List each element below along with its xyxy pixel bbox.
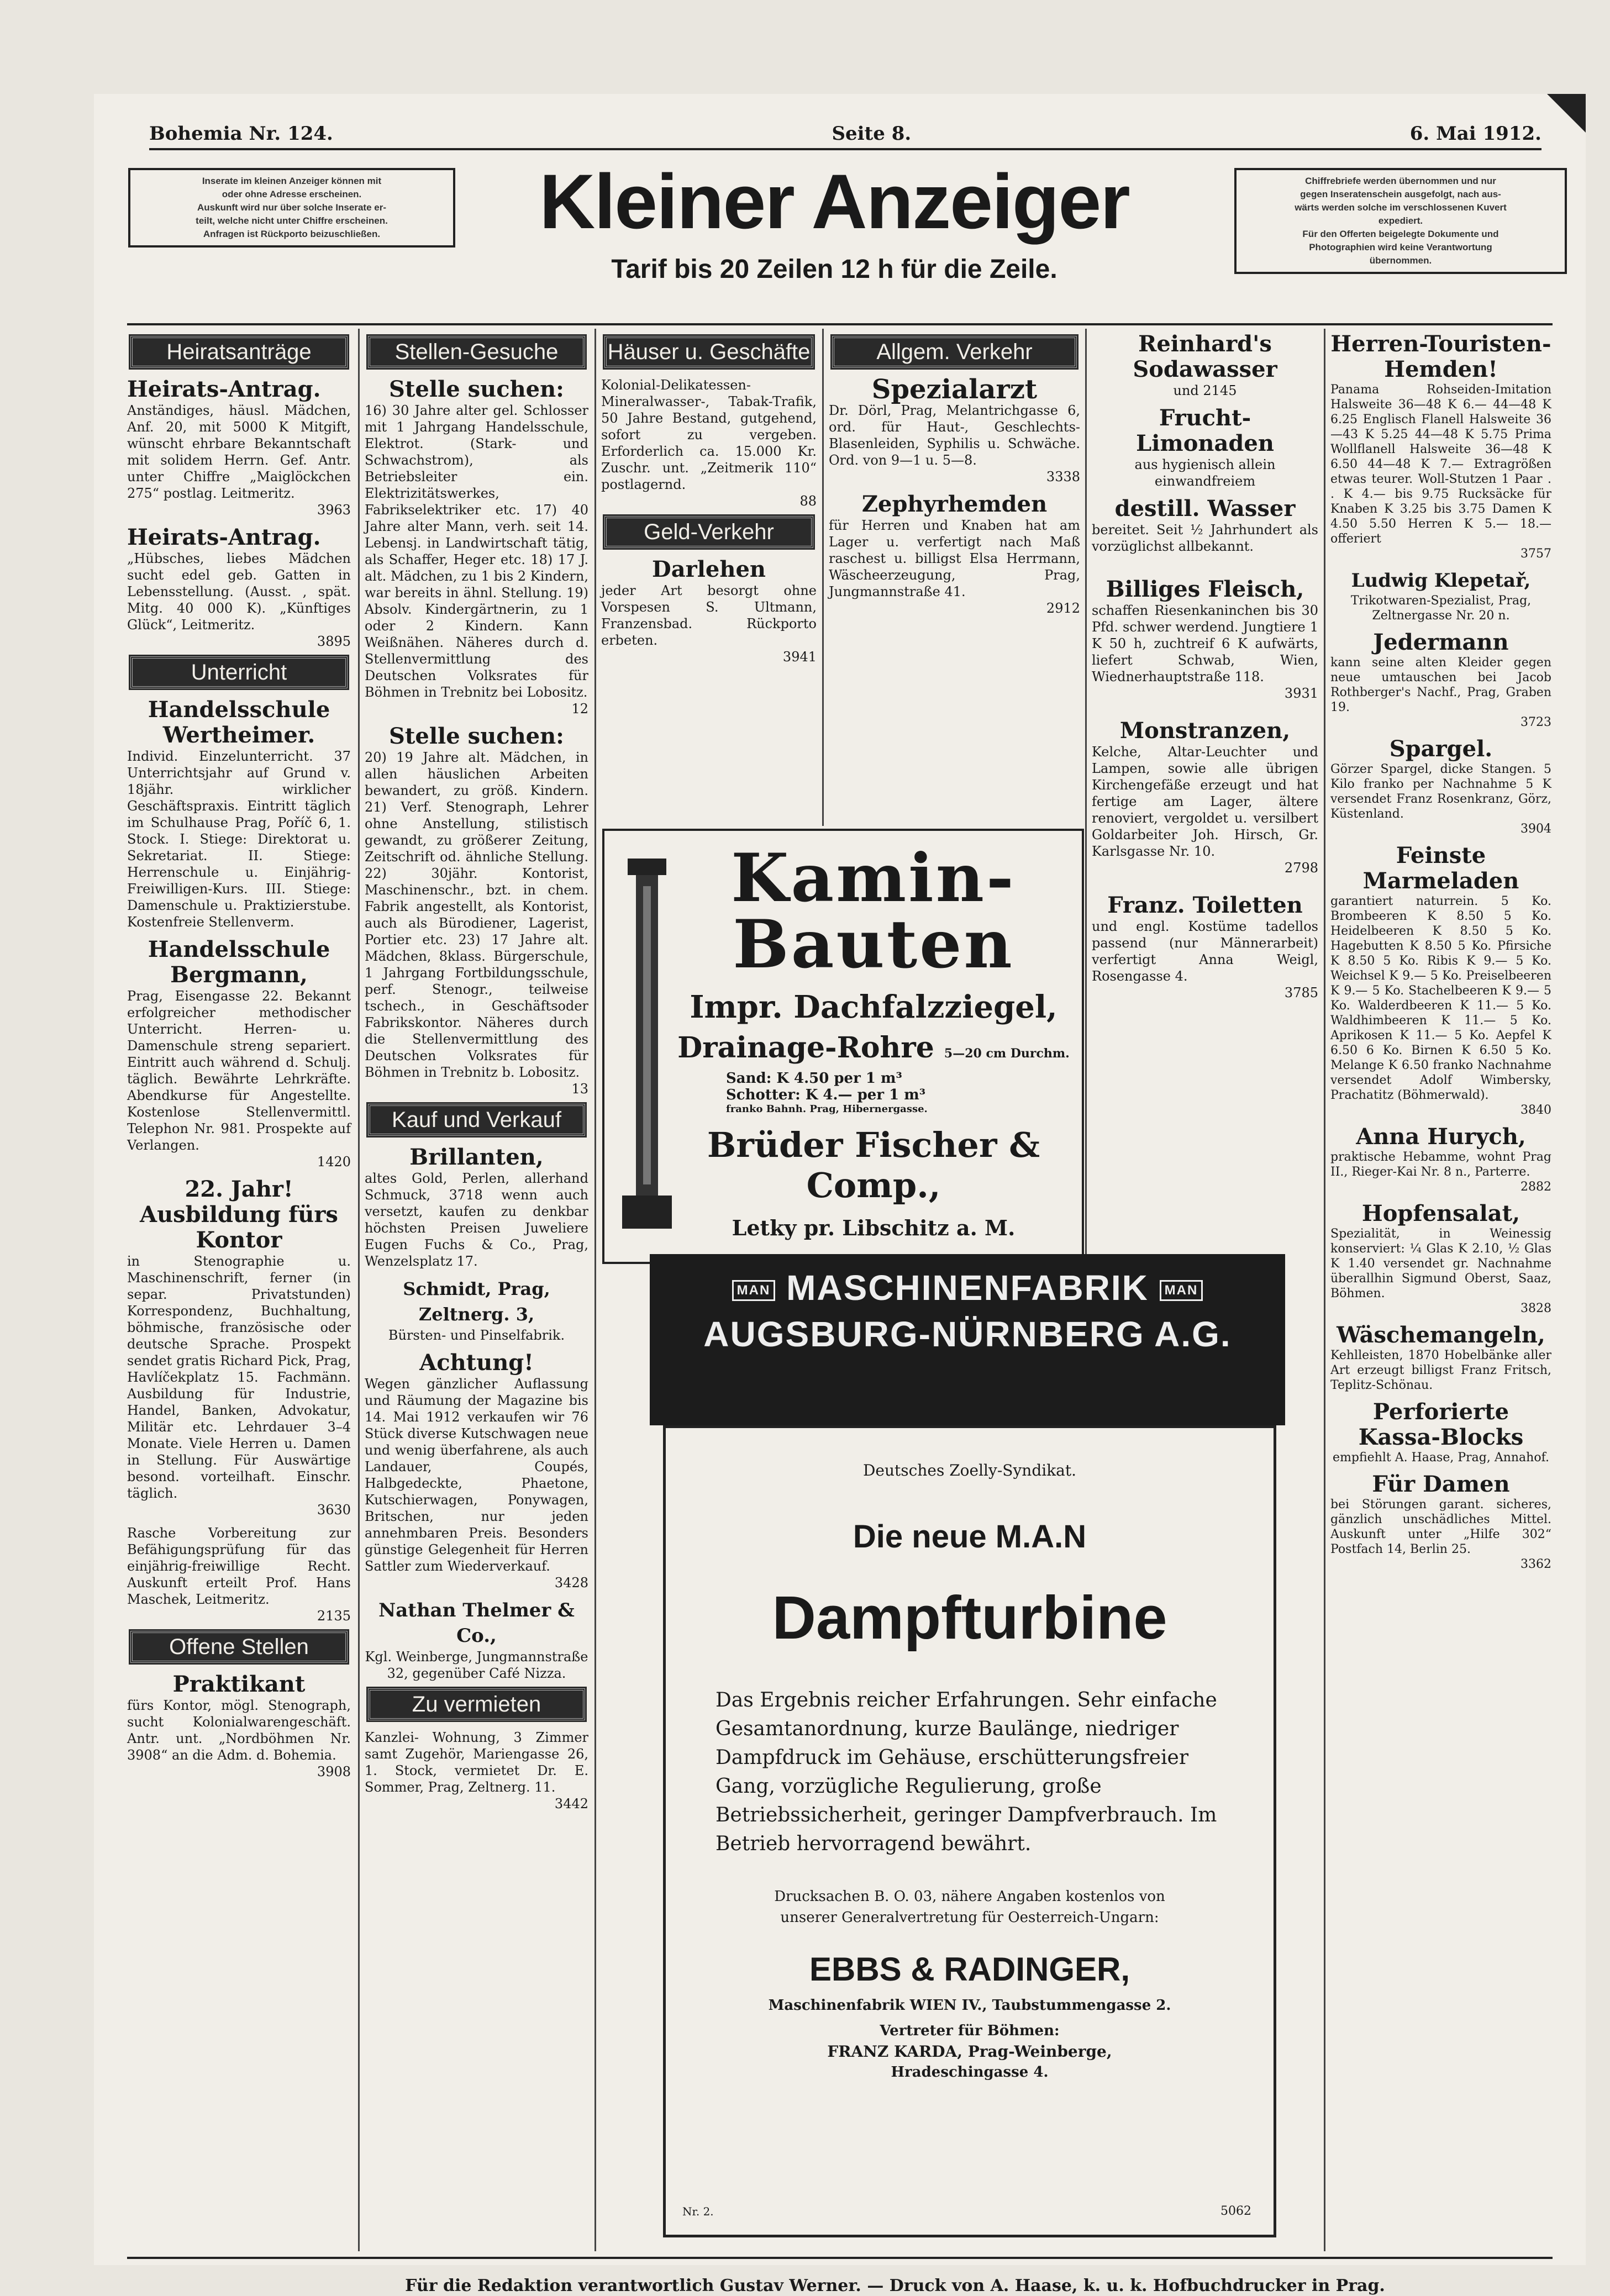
kamin-company: Brüder Fischer & Comp., bbox=[707, 1125, 1040, 1205]
ad-body: Kgl. Weinberge, Jungmannstraße 32, gegenüber Café Nizza. bbox=[365, 1649, 588, 1681]
ad-title: Feinste Marmeladen bbox=[1362, 842, 1519, 894]
ad-number: 3442 bbox=[554, 1796, 588, 1811]
ad-body: Kolonial-Delikatessen-Mineralwasser-, Tabak-Trafik, 50 Jahre Bestand, gutgehend, sofort zu vergeben. Erforderlich ca. 15.000 Kr. Zuschr. unt. „Zeitmerik 110“ postlagernd. bbox=[601, 377, 817, 492]
man-druck: Drucksachen B. O. 03, nähere Angaben kostenlos von unserer Generalvertretung für Oesterreich-Ungarn: bbox=[774, 1888, 1165, 1926]
ad-number: 3757 bbox=[1520, 547, 1551, 561]
ad-number: 3828 bbox=[1520, 1302, 1551, 1315]
header-center: Seite 8. bbox=[832, 123, 912, 145]
bottom-rule bbox=[127, 2257, 1553, 2259]
man-ad bbox=[663, 1425, 1276, 2237]
page-footer: Für die Redaktion verantwortlich Gustav Werner. — Druck von A. Haase, k. u. k. Hofbuchdrucker in Prag. bbox=[405, 2276, 1385, 2295]
notice-left bbox=[128, 168, 455, 247]
kamin-franco: franko Bahnh. Prag, Hibernergasse. bbox=[726, 1103, 928, 1115]
column-rule bbox=[822, 329, 824, 826]
notice-left-line: oder ohne Adresse erscheinen. bbox=[222, 189, 362, 199]
column-5 bbox=[1092, 331, 1318, 1008]
section-unterricht: Unterricht bbox=[130, 656, 348, 688]
ad-title: Spezialarzt bbox=[871, 374, 1038, 405]
ad-title: Darlehen bbox=[652, 556, 766, 582]
ad bbox=[1092, 406, 1318, 489]
man-vertreter: Vertreter für Böhmen: bbox=[880, 2023, 1060, 2039]
ad bbox=[127, 1525, 351, 1624]
section-stellen-gesuche: Stellen-Gesuche bbox=[368, 336, 585, 368]
ad bbox=[1092, 893, 1318, 1001]
ad bbox=[127, 937, 351, 1170]
ad-body: Dr. Dörl, Prag, Melantrichgasse 6, ord. für Haut-, Geschlechts- Blasenleiden, Syphilis u. Schwäche. Ord. von 9—1 u. 5—8. bbox=[829, 403, 1080, 468]
ad-number: 2912 bbox=[1046, 601, 1080, 616]
kamin-line3: Impr. Dachfalzziegel, bbox=[690, 989, 1057, 1025]
man-logo: MAN bbox=[1160, 1280, 1203, 1301]
ad-number: 2135 bbox=[317, 1608, 351, 1624]
ad-number: 12 bbox=[571, 701, 588, 717]
column-rule bbox=[1324, 329, 1325, 2251]
section-offene-stellen: Offene Stellen bbox=[130, 1631, 348, 1663]
man-number: 5062 bbox=[1220, 2204, 1251, 2218]
ad bbox=[365, 377, 588, 717]
ad bbox=[127, 1672, 351, 1780]
section-kauf-verkauf: Kauf und Verkauf bbox=[368, 1104, 585, 1136]
ad-body: schaffen Riesenkaninchen bis 30 Pfd. schwer werdend. Jungtiere 1 K 50 h, zuchtreif 6 K aufwärts, liefert Schwab, Wien, Wiednerhauptstraße 118. bbox=[1092, 603, 1318, 684]
ad-body: Spezialität, in Weinessig konserviert: ¼ Glas K 2.10, ½ Glas K 1.40 versendet gr. Nachnahme überallhin Sigmund Oberst, Saaz, Böhmen. bbox=[1330, 1227, 1551, 1300]
ad-number: 2798 bbox=[1284, 860, 1318, 876]
kamin-durchm: 5—20 cm Durchm. bbox=[944, 1046, 1070, 1061]
ad-body: bei Störungen garant. sicheres, gänzlich unschädliches Mittel. Auskunft unter „Hilfe 302“ Postfach 14, Berlin 25. bbox=[1330, 1498, 1551, 1556]
ad-body: in Stenographie u. Maschinenschrift, ferner (in separ. Privatstunden) Korrespondenz, Buchhaltung, böhmische, französische oder deutsche Sprache. Prospekt sendet gratis Richard Pick, Prag, Havlíčekplatz 15. Fachmänn. Ausbildung für Industrie, Handel, Banken, Advokatur, Militär etc. Lehrdauer 3–4 Monate. Viele Herren u. Damen in Stellung. Für Auswärtige besond. vorteilhaft. Einschr. täglich. bbox=[127, 1254, 351, 1501]
ad-title: Stelle suchen: bbox=[389, 376, 564, 402]
ad-number: 13 bbox=[571, 1081, 588, 1097]
ad-title: destill. Wasser bbox=[1114, 496, 1296, 522]
section-haeuser-geschaefte: Häuser u. Geschäfte bbox=[604, 336, 813, 368]
page-header bbox=[149, 123, 1541, 150]
ad-number: 3931 bbox=[1284, 686, 1318, 701]
column-rule bbox=[358, 329, 360, 2251]
ad-title: Billiges Fleisch, bbox=[1106, 576, 1304, 602]
ad bbox=[1330, 736, 1551, 836]
header-left: Bohemia Nr. 124. bbox=[149, 123, 333, 145]
column-4 bbox=[829, 331, 1080, 623]
ad-body: 20) 19 Jahre alt. Mädchen, in allen häuslichen Arbeiten bewandert, zu größ. Kindern. 21) Verf. Stenograph, Lehrer ohne Anstellung, stilistisch gewandt, zu größerer Zeitung, Zeitschrift od. ähnliche Stellung. 22) 30jähr. Kontorist, Maschinenschr., bzt. in chem. Fabrik angestellt, als Kontorist, auch als Bürodiener, Lagerist, Portier etc. 23) 17 Jahre alt. Mädchen, 8klass. Bürgerschule, 1 Jahrgang Fortbildungsschule, perf. Stenogr., teilweise tschech., in Geschäftsoder Fabrikskontor. Näheres durch die Stellenvermittlung des Deutschen Volksrates für Böhmen in Trebnitz b. Lobositz. bbox=[365, 750, 588, 1080]
ad-body: kann seine alten Kleider gegen neue umtauschen bei Jacob Rothberger's Nachf., Prag, Graben 19. bbox=[1330, 656, 1551, 714]
man-banner-line2: AUGSBURG-NÜRNBERG A.G. bbox=[703, 1314, 1232, 1354]
ad bbox=[829, 374, 1080, 485]
ad-body: altes Gold, Perlen, allerhand Schmuck, 3718 wenn auch versetzt, kaufen zu denkbar höchsten Preisen Juweliere Eugen Fuchs & Co., Prag, Wenzelsplatz 17. bbox=[365, 1171, 588, 1269]
ad bbox=[1330, 1124, 1551, 1194]
ad-number: 3963 bbox=[317, 502, 351, 518]
ad-title: Wäschemangeln, bbox=[1337, 1322, 1545, 1348]
ad-title: Perforierte Kassa-Blocks bbox=[1358, 1399, 1524, 1450]
newspaper-page bbox=[94, 94, 1586, 2295]
ad-body: fürs Kontor, mögl. Stenograph, sucht Kolonialwarengeschäft. Antr. unt. „Nordböhmen Nr. 3908“ an die Adm. d. Bohemia. bbox=[127, 1698, 351, 1763]
ad-title: Brillanten, bbox=[409, 1144, 544, 1170]
column-2 bbox=[365, 331, 588, 1819]
ad-kamin-bauten bbox=[602, 829, 1084, 1264]
man-die-neue: Die neue M.A.N bbox=[853, 1519, 1087, 1555]
ad bbox=[1330, 1472, 1551, 1572]
ad-title: Zephyrhemden bbox=[861, 491, 1048, 517]
ad-title: Heirats-Antrag. bbox=[127, 376, 321, 402]
ad bbox=[1330, 1201, 1551, 1316]
ad-number: 3630 bbox=[317, 1502, 351, 1518]
column-rule bbox=[1085, 329, 1087, 1257]
ad bbox=[365, 724, 588, 1097]
ad-body: empfiehlt A. Haase, Prag, Annahof. bbox=[1333, 1451, 1549, 1465]
ad bbox=[127, 525, 351, 650]
ad-title: Anna Hurych, bbox=[1356, 1124, 1526, 1150]
chimney-icon bbox=[617, 853, 677, 1240]
ad-number: 3723 bbox=[1520, 715, 1551, 729]
ad-body: Görzer Spargel, dicke Stangen. 5 Kilo franko per Nachnahme 5 K versendet Franz Rosenkranz, Görz, Küstenland. bbox=[1330, 762, 1551, 821]
ad bbox=[365, 1276, 588, 1344]
kamin-line1: Kamin- bbox=[731, 839, 1016, 917]
ad-number: 3362 bbox=[1520, 1557, 1551, 1571]
ad-title: Handelsschule Wertheimer. bbox=[148, 697, 330, 748]
ad-title: Schmidt, Prag, Zeltnerg. 3, bbox=[403, 1278, 550, 1325]
header-right: 6. Mai 1912. bbox=[1409, 123, 1541, 145]
ad-number: 3428 bbox=[554, 1575, 588, 1591]
man-dampfturbine: Dampfturbine bbox=[772, 1584, 1167, 1652]
ad-body: und 2145 bbox=[1173, 383, 1237, 398]
ad-title: Spargel. bbox=[1389, 736, 1493, 762]
ad-title: Stelle suchen: bbox=[389, 723, 564, 749]
ad-number: 3908 bbox=[317, 1764, 351, 1779]
man-banner-line1 bbox=[650, 1267, 1285, 1308]
notice-right-line: wärts werden solche im verschlossenen Kuvert bbox=[1295, 202, 1507, 213]
ad-title: Monstranzen, bbox=[1119, 718, 1291, 744]
ad-body: jeder Art besorgt ohne Vorspesen S. Ultmann, Franzensbad. Rückporto erbeten. bbox=[601, 583, 817, 648]
ad-body: und engl. Kostüme tadellos passend (nur Männerarbeit) verfertigt Anna Weigl, Rosengasse 4. bbox=[1092, 919, 1318, 984]
ad bbox=[1330, 331, 1551, 561]
ad bbox=[365, 1350, 588, 1591]
ad-title: Hopfensalat, bbox=[1361, 1200, 1520, 1226]
notice-right-line: Für den Offerten beigelegte Dokumente und bbox=[1302, 229, 1499, 239]
ad-body: Bürsten- und Pinselfabrik. bbox=[388, 1328, 565, 1343]
ad bbox=[365, 1729, 588, 1812]
ad-body: Individ. Einzelunterricht. 37 Unterrichtsjahr auf Grund v. 18jähr. wirklicher Geschäftspraxis. Eintritt täglich im Schulhause Prag, Poříč 6, 1. Stock. I. Stiege: Direktorat u. Sekretariat. II. Stiege: Herrenschule u. Einjährig-Freiwilligen-Kurs. III. Stiege: Damenschule u. Praktizierstube. Kostenfreie Stellenverm. bbox=[127, 749, 351, 930]
ad-body: 16) 30 Jahre alter gel. Schlosser mit 1 Jahrgang Handelsschule, Elektrot. (Stark- und Schwachstrom), als Betriebsleiter ein. Elektrizitätswerkes, Fabrikselektriker etc. 17) 40 Jahre alter Mann, verh. seit 14. Lebensj. in Landwirtschaft tätig, als Schaffer, Heger etc. 18) 17 J. alt. Mädchen, zu 1 bis 2 Kindern, war bereits in ähnl. Stellung. 19) Absolv. Kindergärtnerin, zu 1 oder 2 Kindern. Kann Weißnähen. Näheres durch d. Stellenvermittlung des Deutschen Volksrates für Böhmen in Trebnitz bei Lobositz. bbox=[365, 403, 588, 700]
ad-body: garantiert naturrein. 5 Ko. Brombeeren K 8.50 5 Ko. Heidelbeeren K 8.50 5 Ko. Hagebutten K 8.50 5 Ko. Pfirsiche K 8.50 5 Ko. Ribis K 9.— 5 Ko. Weichsel K 9.— 5 Ko. Preiselbeeren K 9.— 5 Ko. Stachelbeeren K 9.— 5 Ko. Walderdbeeren K 11.— 5 Ko. Waldhimbeeren K 11.— 5 Ko. Aprikosen K 11.— 5 Ko. Aepfel K 6.50 6 Ko. Birnen K 6.50 5 Ko. Melange K 6.50 franko Nachnahme versendet Adolf Wimbersky, Prachatitz (Böhmerwald). bbox=[1330, 894, 1551, 1102]
ad-number: 3904 bbox=[1520, 822, 1551, 836]
man-logo: MAN bbox=[732, 1280, 776, 1301]
man-wien: Maschinenfabrik WIEN IV., Taubstummengasse 2. bbox=[768, 1997, 1171, 2014]
ad-number: 1420 bbox=[317, 1154, 351, 1170]
ad-title: Handelsschule Bergmann, bbox=[148, 936, 330, 988]
ad bbox=[829, 492, 1080, 617]
notice-left-line: Anfragen ist Rückporto beizuschließen. bbox=[203, 229, 381, 239]
section-zu-vermieten: Zu vermieten bbox=[368, 1688, 585, 1720]
man-banner-text1: MASCHINENFABRIK bbox=[786, 1268, 1149, 1308]
notice-right bbox=[1234, 168, 1567, 274]
ad-body: Panama Rohseiden-Imitation Halsweite 36—48 K 6.— 44—48 K 6.25 Englisch Flanell Halsweite 36—43 K 5.25 44—48 K 5.75 Prima Wollflanell Halsweite 36—48 K 6.50 44—48 K 7.— Extragrößen etwas teurer. Woll-Stutzen 1 Paar . . K 4.— bis 9.75 Rucksäcke für Knaben K 3.25 bis 3.75 Damen K 4.50 5.50 Herren K 5.— 18.— offeriert bbox=[1330, 383, 1551, 546]
ad-title: Franz. Toiletten bbox=[1107, 892, 1303, 918]
ad bbox=[1330, 1399, 1551, 1465]
ad bbox=[1330, 630, 1551, 730]
masthead-title: Kleiner Anzeiger bbox=[539, 158, 1129, 245]
page-corner bbox=[1547, 94, 1586, 133]
man-banner bbox=[650, 1254, 1285, 1425]
ad-title: Herren-Touristen-Hemden! bbox=[1330, 331, 1551, 382]
ad-title: Achtung! bbox=[419, 1350, 534, 1376]
ad-number: 3338 bbox=[1046, 469, 1080, 485]
ad-body: Wegen gänzlicher Auflassung und Räumung der Magazine bis 14. Mai 1912 verkaufen wir 76 Stück diverse Kutschwagen neue und wenig überfahrene, als auch Landauer, Coupés, Halbgedeckte, Phaetone, Kutschierwagen, Ponywagen, Britschen, nur jeden annehmbaren Preis. Besonders günstige Gelegenheit für Herren Sattler zum Wiederverkauf. bbox=[365, 1376, 588, 1574]
ad-title: Praktikant bbox=[172, 1671, 306, 1697]
ad-title: Jedermann bbox=[1373, 629, 1509, 655]
notice-left-line: teilt, welche nicht unter Chiffre erscheinen. bbox=[196, 215, 388, 226]
ad-body: praktische Hebamme, wohnt Prag II., Rieger-Kai Nr. 8 n., Parterre. bbox=[1330, 1150, 1551, 1179]
ad bbox=[1092, 718, 1318, 876]
ad-number: 2882 bbox=[1520, 1180, 1551, 1194]
ad-title: Frucht-Limonaden bbox=[1136, 405, 1274, 456]
notice-left-line: Inserate im kleinen Anzeiger können mit bbox=[202, 176, 382, 186]
ad-body: Trikotwaren-Spezialist, Prag, Zeltnergasse Nr. 20 n. bbox=[1350, 594, 1532, 623]
kamin-prices bbox=[726, 1070, 1082, 1115]
ad-body: Kehlleisten, 1870 Hobelbänke aller Art erzeugt billigst Franz Fritsch, Teplitz-Schönau. bbox=[1330, 1349, 1551, 1392]
ad bbox=[1330, 568, 1551, 623]
ad-number: 3785 bbox=[1284, 985, 1318, 1000]
ad bbox=[365, 1145, 588, 1270]
ad-title: Reinhard's Sodawasser bbox=[1133, 331, 1277, 382]
ad bbox=[1330, 1323, 1551, 1393]
ad-body: „Hübsches, liebes Mädchen sucht edel geb. Gatten in Lebensstellung. (Ausst. , spät. Mitg. 40 000 K). „Künftiges Glück“, Leitmeritz. bbox=[127, 551, 351, 633]
ad bbox=[601, 557, 817, 665]
ad-body: für Herren und Knaben hat am Lager u. verfertigt nach Maß raschest u. billigst Elsa Herrmann, Wäscheerzeugung, Prag, Jungmannstraße 41. bbox=[829, 518, 1080, 599]
ad-body: Prag, Eisengasse 22. Bekannt erfolgreicher methodischer Unterricht. Herren- u. Damenschule streng separiert. Eintritt auch während d. Schulj. täglich. Bewährte Lehrkräfte. Abendkurse für Angestellte. Kostenlose Stellenvermittl. Telephon Nr. 981. Prospekte auf Verlangen. bbox=[127, 988, 351, 1153]
ad-body: bereitet. Seit ½ Jahrhundert als vorzüglichst allbekannt. bbox=[1092, 522, 1318, 554]
kamin-line2: Bauten bbox=[733, 905, 1014, 983]
kamin-sand: Sand: K 4.50 per 1 m³ bbox=[726, 1070, 902, 1087]
ad bbox=[1092, 577, 1318, 702]
ad-number: 88 bbox=[799, 493, 817, 509]
man-karda: FRANZ KARDA, Prag-Weinberge, bbox=[827, 2042, 1112, 2061]
ad bbox=[1092, 331, 1318, 399]
man-text: Das Ergebnis reicher Erfahrungen. Sehr einfache Gesamtanordnung, kurze Baulänge, niedriger Dampfdruck im Gehäuse, erschütterungsfreier Gang, vorzügliche Regulierung, große Betriebssicherheit, geringer Dampfverbrauch. Im Betrieb hervorragend bewährt. bbox=[715, 1689, 1217, 1855]
section-heiratsantraege: Heiratsanträge bbox=[130, 336, 348, 368]
masthead bbox=[481, 160, 1188, 285]
ad bbox=[127, 697, 351, 930]
ad bbox=[1092, 496, 1318, 555]
kamin-drainage: Drainage-Rohre bbox=[677, 1031, 934, 1065]
notice-right-line: übernommen. bbox=[1369, 255, 1432, 266]
kamin-address: Letky pr. Libschitz a. M. bbox=[732, 1215, 1016, 1240]
ad-title: Ludwig Klepetař, bbox=[1351, 570, 1531, 592]
column-1 bbox=[127, 331, 351, 1787]
ad-number: 3941 bbox=[782, 649, 817, 665]
kamin-schotter: Schotter: K 4.— per 1 m³ bbox=[726, 1087, 926, 1103]
kamin-line4 bbox=[665, 1031, 1082, 1065]
notice-right-line: Photographien wird keine Verantwortung bbox=[1309, 242, 1492, 252]
man-syndikat: Deutsches Zoelly-Syndikat. bbox=[862, 1461, 1077, 1479]
man-hrad: Hradeschingasse 4. bbox=[891, 2064, 1049, 2081]
ad-body: Anständiges, häusl. Mädchen, Anf. 20, mit 5000 K Mitgift, wünscht ehrbare Bekanntschaft mit solidem Herrn. Gef. Antr. unter Chiffre „Maiglöckchen 275“ postlag. Leitmeritz. bbox=[127, 403, 351, 501]
ad bbox=[365, 1598, 588, 1682]
ad-body: Kelche, Altar-Leuchter und Lampen, sowie alle übrigen Kirchengefäße erzeugt und hat fertige am Lager, ältere renoviert, vergoldet u. versilbert Goldarbeiter Joh. Hirsch, Gr. Karlsgasse Nr. 10. bbox=[1092, 744, 1318, 859]
masthead-tarif: Tarif bis 20 Zeilen 12 h für die Zeile. bbox=[611, 255, 1057, 284]
man-nr: Nr. 2. bbox=[682, 2205, 714, 2218]
column-3 bbox=[601, 331, 817, 672]
ad bbox=[127, 1177, 351, 1518]
masthead-rule bbox=[127, 323, 1553, 325]
ad-number: 3895 bbox=[317, 634, 351, 649]
ad-title: Nathan Thelmer & Co., bbox=[378, 1599, 575, 1647]
ad-body: Rasche Vorbereitung zur Befähigungsprüfung für das einjährig-freiwillige Recht. Auskunft erteilt Prof. Hans Maschek, Leitmeritz. bbox=[127, 1525, 351, 1607]
ad-body: Kanzlei- Wohnung, 3 Zimmer samt Zugehör, Mariengasse 26, 1. Stock, vermietet Dr. E. Sommer, Prag, Zeltnerg. 11. bbox=[365, 1730, 588, 1795]
ad-title: Heirats-Antrag. bbox=[127, 524, 321, 550]
section-allgem-verkehr: Allgem. Verkehr bbox=[832, 336, 1077, 368]
section-geld-verkehr: Geld-Verkehr bbox=[604, 516, 813, 548]
ad-number: 3840 bbox=[1520, 1103, 1551, 1117]
ad-title: Für Damen bbox=[1372, 1471, 1510, 1497]
column-6 bbox=[1330, 331, 1551, 1578]
ad-title: 22. Jahr! Ausbildung fürs Kontor bbox=[140, 1176, 338, 1253]
notice-right-line: expediert. bbox=[1378, 215, 1423, 226]
column-rule bbox=[594, 329, 596, 2251]
notice-right-line: gegen Inseratenschein ausgefolgt, nach aus- bbox=[1300, 189, 1501, 199]
notice-left-line: Auskunft wird nur über solche Inserate er- bbox=[197, 202, 386, 213]
ad bbox=[1330, 843, 1551, 1118]
man-ebbs: EBBS & RADINGER, bbox=[809, 1951, 1130, 1988]
ad-body: aus hygienisch allein einwandfreiem bbox=[1134, 457, 1276, 489]
ad bbox=[127, 377, 351, 518]
notice-right-line: Chiffrebriefe werden übernommen und nur bbox=[1305, 176, 1496, 186]
ad bbox=[601, 377, 817, 509]
